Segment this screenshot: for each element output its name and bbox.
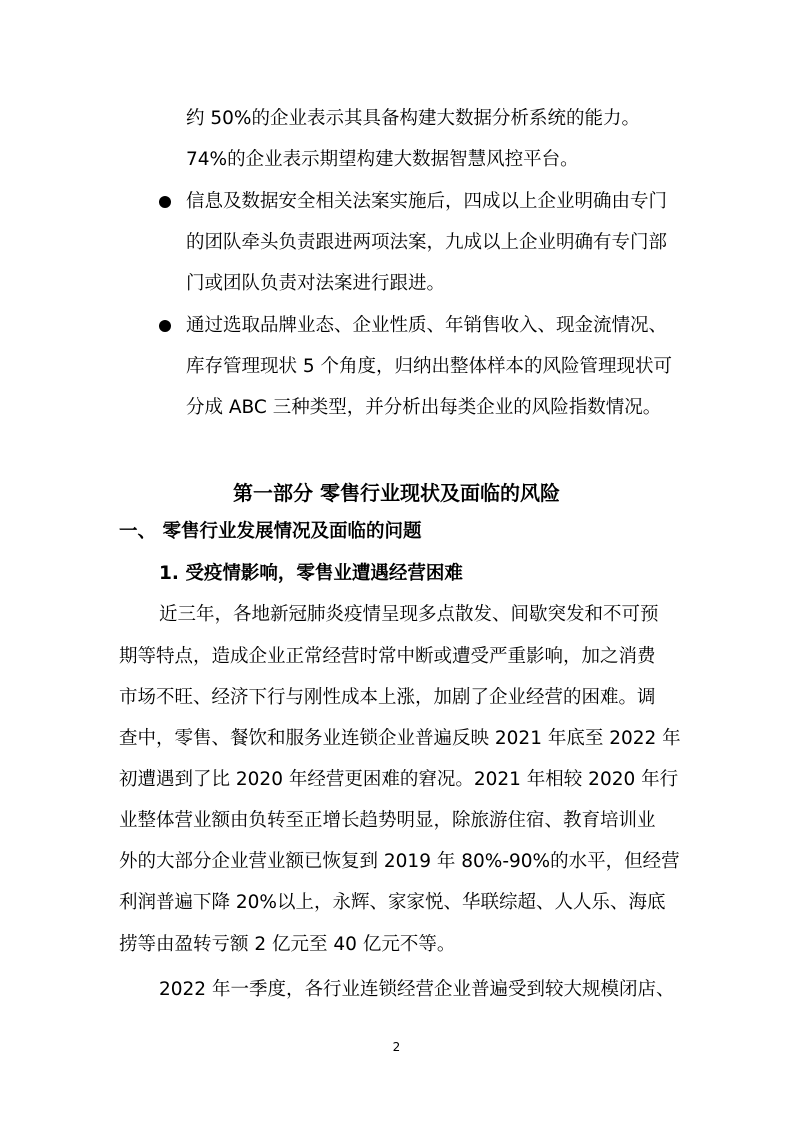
paragraph-1-line-3: 市场不旺、经济下行与刚性成本上涨，加剧了企业经营的困难。调: [119, 687, 656, 708]
page-number: 2: [392, 1040, 401, 1054]
paragraph-1-line-6: 业整体营业额由负转至正增长趋势明显，除旅游住宿、教育培训业: [119, 810, 656, 831]
bullet-dot-icon: [159, 320, 171, 332]
bullet-2-line-1: 通过选取品牌业态、企业性质、年销售收入、现金流情况、: [186, 315, 668, 336]
paragraph-1-line-1: 近三年，各地新冠肺炎疫情呈现多点散发、间歇突发和不可预: [159, 604, 659, 625]
bullet-dot-icon: [159, 196, 171, 208]
paragraph-2-line-1: 2022 年一季度，各行业连锁经营企业普遍受到较大规模闭店、: [159, 979, 675, 1000]
section-heading: 一、 零售行业发展情况及面临的问题: [119, 521, 422, 542]
paragraph-1-line-5: 初遭遇到了比 2020 年经营更困难的窘况。2021 年相较 2020 年行: [119, 769, 679, 790]
bullet-2-line-2: 库存管理现状 5 个角度，归纳出整体样本的风险管理现状可: [186, 356, 673, 377]
paragraph-1-line-4: 查中，零售、餐饮和服务业连锁企业普遍反映 2021 年底至 2022 年: [119, 728, 681, 749]
intro-line-1: 约 50%的企业表示其具备构建大数据分析系统的能力。: [186, 108, 641, 129]
bullet-1-line-2: 的团队牵头负责跟进两项法案，九成以上企业明确有专门部: [186, 232, 668, 253]
paragraph-1-line-7: 外的大部分企业营业额已恢复到 2019 年 80%-90%的水平，但经营: [119, 851, 680, 872]
intro-line-2: 74%的企业表示期望构建大数据智慧风控平台。: [186, 149, 579, 170]
paragraph-1-line-2: 期等特点，造成企业正常经营时常中断或遭受严重影响，加之消费: [119, 646, 656, 667]
bullet-1-line-1: 信息及数据安全相关法案实施后，四成以上企业明确由专门: [186, 191, 668, 212]
paragraph-1-line-9: 捞等由盈转亏额 2 亿元至 40 亿元不等。: [119, 934, 456, 955]
bullet-1-line-3: 门或团队负责对法案进行跟进。: [186, 273, 446, 294]
bullet-2-line-3: 分成 ABC 三种类型，并分析出每类企业的风险指数情况。: [186, 397, 662, 418]
subsection-heading: 1. 受疫情影响，零售业遭遇经营困难: [159, 563, 463, 584]
paragraph-1-line-8: 利润普遍下降 20%以上，永辉、家家悦、华联综超、人人乐、海底: [119, 892, 666, 913]
part-title: 第一部分 零售行业现状及面临的风险: [233, 481, 560, 505]
